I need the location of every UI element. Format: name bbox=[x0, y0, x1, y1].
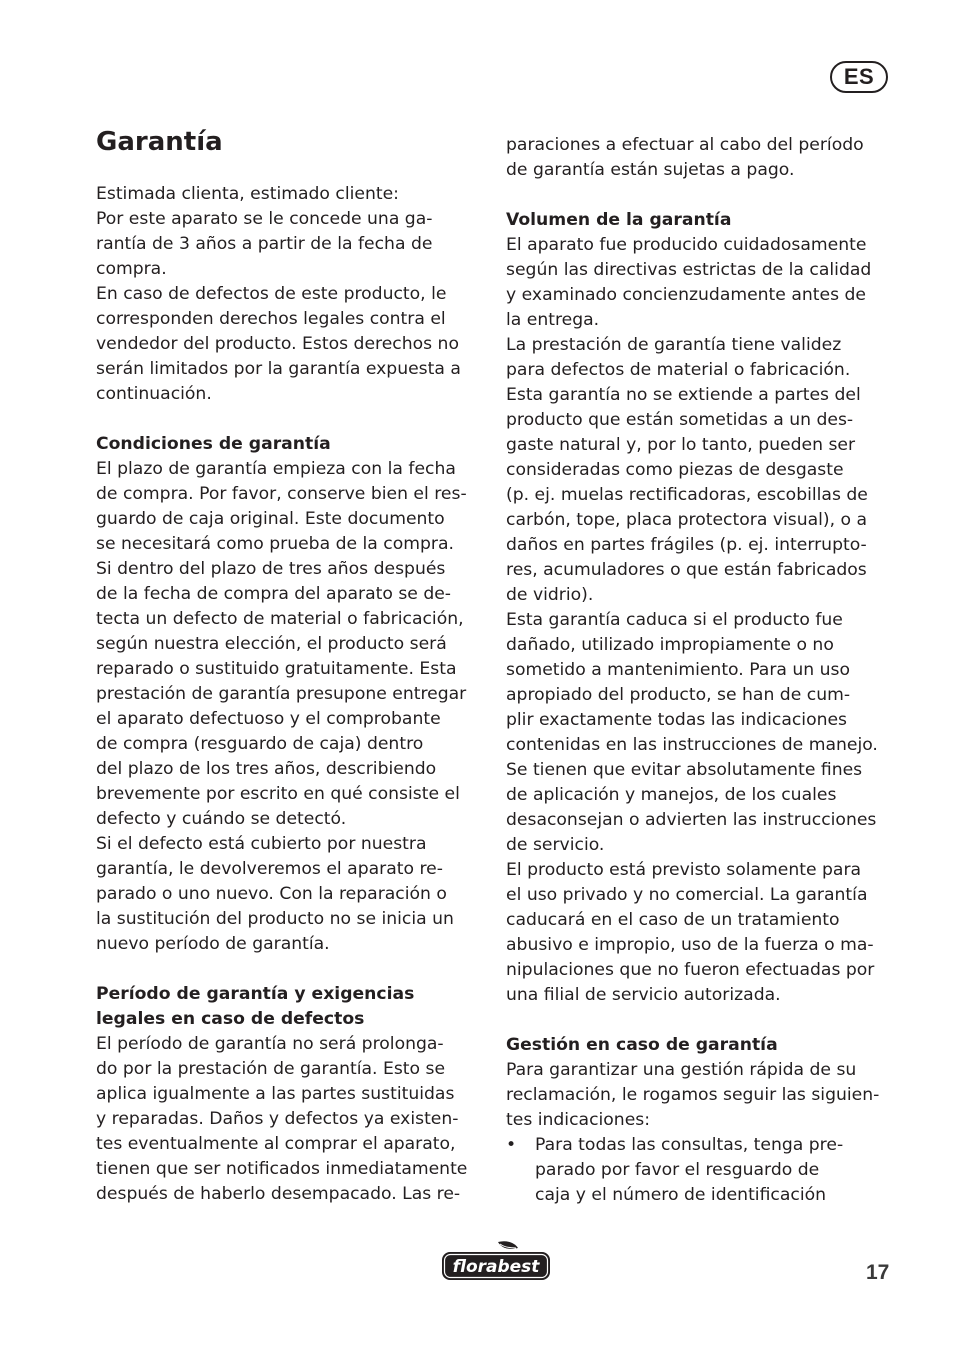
text-line: según nuestra elección, el producto será bbox=[96, 634, 447, 654]
continuation-paragraph bbox=[506, 133, 896, 183]
text-line: la entrega. bbox=[506, 310, 600, 330]
text-line: el uso privado y no comercial. La garantía bbox=[506, 885, 868, 905]
scope-section bbox=[506, 208, 896, 1008]
section-heading-conditions: Condiciones de garantía bbox=[96, 434, 331, 454]
section-heading-handling: Gestión en caso de garantía bbox=[506, 1035, 778, 1055]
text-line: Esta garantía caduca si el producto fue bbox=[506, 610, 843, 630]
text-line: el aparato defectuoso y el comprobante bbox=[96, 709, 441, 729]
text-line: El período de garantía no será prolonga- bbox=[96, 1034, 444, 1054]
text-line: sometido a mantenimiento. Para un uso bbox=[506, 660, 851, 680]
text-line: compra. bbox=[96, 259, 167, 279]
text-line: (p. ej. muelas rectificadoras, escobillas de bbox=[506, 485, 868, 505]
text-line: según las directivas estrictas de la calidad bbox=[506, 260, 872, 280]
text-line: Para garantizar una gestión rápida de su bbox=[506, 1060, 857, 1080]
text-line: parado o uno nuevo. Con la reparación o bbox=[96, 884, 447, 904]
text-line: Se tienen que evitar absolutamente fines bbox=[506, 760, 863, 780]
text-line: Estimada clienta, estimado cliente: bbox=[96, 184, 399, 204]
paragraph-spacer bbox=[506, 1008, 896, 1033]
text-line: tes eventualmente al comprar el aparato, bbox=[96, 1134, 456, 1154]
text-line: caducará en el caso de un tratamiento bbox=[506, 910, 840, 930]
text-line: desaconsejan o advierten las instrucciones bbox=[506, 810, 877, 830]
text-line: dañado, utilizado impropiamente o no bbox=[506, 635, 834, 655]
text-line: nipulaciones que no fueron efectuadas por bbox=[506, 960, 875, 980]
text-line: aplica igualmente a las partes sustituidas bbox=[96, 1084, 455, 1104]
intro-paragraph bbox=[96, 182, 481, 407]
paragraph-spacer bbox=[96, 407, 481, 432]
text-line: producto que están sometidas a un des- bbox=[506, 410, 854, 430]
text-line: parado por favor el resguardo de bbox=[535, 1160, 820, 1180]
text-line: prestación de garantía presupone entregar bbox=[96, 684, 467, 704]
text-line: res, acumuladores o que están fabricados bbox=[506, 560, 867, 580]
text-line: de la fecha de compra del aparato se de- bbox=[96, 584, 452, 604]
text-line: tecta un defecto de material o fabricación, bbox=[96, 609, 464, 629]
text-line: la sustitución del producto no se inicia un bbox=[96, 909, 454, 929]
text-line: apropiado del producto, se han de cum- bbox=[506, 685, 851, 705]
text-line: de compra. Por favor, conserve bien el res- bbox=[96, 484, 467, 504]
text-line: de vidrio). bbox=[506, 585, 594, 605]
left-column bbox=[96, 182, 481, 1207]
florabest-logo bbox=[440, 1240, 552, 1282]
paragraph-spacer bbox=[96, 957, 481, 982]
right-column bbox=[506, 133, 896, 1208]
section-heading-scope: Volumen de la garantía bbox=[506, 210, 732, 230]
text-line: caja y el número de identificación bbox=[535, 1185, 827, 1205]
section-heading-period: legales en caso de defectos bbox=[96, 1009, 365, 1029]
text-line: do por la prestación de garantía. Esto se bbox=[96, 1059, 446, 1079]
text-line: paraciones a efectuar al cabo del período bbox=[506, 135, 864, 155]
text-line: para defectos de material o fabricación. bbox=[506, 360, 851, 380]
handling-section bbox=[506, 1033, 896, 1133]
text-line: En caso de defectos de este producto, le bbox=[96, 284, 447, 304]
text-line: y examinado concienzudamente antes de bbox=[506, 285, 866, 305]
text-line: de compra (resguardo de caja) dentro bbox=[96, 734, 424, 754]
bullet-item bbox=[506, 1133, 896, 1208]
text-line: Por este aparato se le concede una ga- bbox=[96, 209, 433, 229]
text-line: Esta garantía no se extiende a partes del bbox=[506, 385, 861, 405]
text-line: brevemente por escrito en qué consiste el bbox=[96, 784, 460, 804]
text-line: una filial de servicio autorizada. bbox=[506, 985, 781, 1005]
text-line: carbón, tope, placa protectora visual), o a bbox=[506, 510, 868, 530]
bullet-marker: • bbox=[506, 1135, 517, 1155]
text-line: daños en partes frágiles (p. ej. interrupto- bbox=[506, 535, 867, 555]
text-line: de garantía están sujetas a pago. bbox=[506, 160, 795, 180]
text-line: tes indicaciones: bbox=[506, 1110, 651, 1130]
text-line: Si dentro del plazo de tres años después bbox=[96, 559, 446, 579]
language-badge: ES bbox=[830, 61, 888, 93]
text-line: se necesitará como prueba de la compra. bbox=[96, 534, 454, 554]
text-line: plir exactamente todas las indicaciones bbox=[506, 710, 848, 730]
text-line: contenidas en las instrucciones de manejo. bbox=[506, 735, 878, 755]
conditions-section bbox=[96, 432, 481, 957]
text-line: de servicio. bbox=[506, 835, 605, 855]
text-line: consideradas como piezas de desgaste bbox=[506, 460, 844, 480]
text-line: rantía de 3 años a partir de la fecha de bbox=[96, 234, 433, 254]
text-line: El plazo de garantía empieza con la fecha bbox=[96, 459, 456, 479]
text-line: gaste natural y, por lo tanto, pueden ser bbox=[506, 435, 856, 455]
text-line: y reparadas. Daños y defectos ya existen- bbox=[96, 1109, 459, 1129]
page-title: Garantía bbox=[96, 127, 223, 157]
text-line: vendedor del producto. Estos derechos no bbox=[96, 334, 459, 354]
text-line: La prestación de garantía tiene validez bbox=[506, 335, 842, 355]
text-line: defecto y cuándo se detectó. bbox=[96, 809, 347, 829]
text-line: Para todas las consultas, tenga pre- bbox=[535, 1135, 844, 1155]
text-line: de aplicación y manejos, de los cuales bbox=[506, 785, 837, 805]
text-line: Si el defecto está cubierto por nuestra bbox=[96, 834, 427, 854]
period-section bbox=[96, 982, 481, 1207]
text-line: reclamación, le rogamos seguir las siguien- bbox=[506, 1085, 880, 1105]
text-line: guardo de caja original. Este documento bbox=[96, 509, 445, 529]
text-line: El aparato fue producido cuidadosamente bbox=[506, 235, 867, 255]
page-number: 17 bbox=[866, 1261, 890, 1284]
text-line: del plazo de los tres años, describiendo bbox=[96, 759, 437, 779]
text-line: serán limitados por la garantía expuesta a bbox=[96, 359, 461, 379]
text-line: garantía, le devolveremos el aparato re- bbox=[96, 859, 443, 879]
text-line: El producto está previsto solamente para bbox=[506, 860, 862, 880]
text-line: después de haberlo desempacado. Las re- bbox=[96, 1184, 461, 1204]
text-line: reparado o sustituido gratuitamente. Esta bbox=[96, 659, 457, 679]
text-line: abusivo e impropio, uso de la fuerza o ma- bbox=[506, 935, 874, 955]
paragraph-spacer bbox=[506, 183, 896, 208]
text-line: nuevo período de garantía. bbox=[96, 934, 330, 954]
text-line: tienen que ser notificados inmediatamente bbox=[96, 1159, 468, 1179]
text-line: corresponden derechos legales contra el bbox=[96, 309, 446, 329]
text-line: continuación. bbox=[96, 384, 212, 404]
section-heading-period: Período de garantía y exigencias bbox=[96, 984, 415, 1004]
logo-wordmark: florabest bbox=[452, 1257, 540, 1277]
